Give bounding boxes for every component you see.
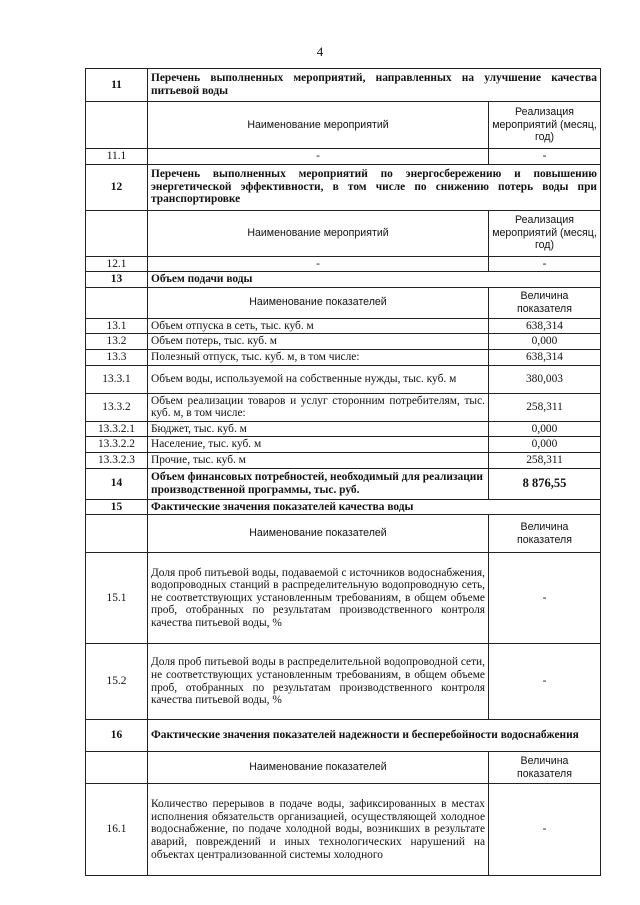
row-number: 15.2	[86, 644, 148, 720]
section-title: Фактические значения показателей надежности и бесперебойности водоснабжения	[148, 720, 601, 752]
row-number: 11.1	[86, 149, 148, 165]
section-13-header	[86, 272, 601, 288]
column-header-name: Наименование показателей	[148, 752, 489, 784]
table-row	[86, 437, 601, 453]
section-title: Фактические значения показателей качества воды	[148, 499, 601, 515]
table-row	[86, 393, 601, 421]
column-header-value: Реализация мероприятий (месяц, год)	[489, 210, 601, 256]
row-value: 638,314	[489, 318, 601, 334]
table-row	[86, 256, 601, 272]
row-number: 13.3.2.2	[86, 437, 148, 453]
column-header-name: Наименование мероприятий	[148, 210, 489, 256]
page-number: 4	[316, 44, 324, 59]
column-header-value: Величина показателя	[489, 752, 601, 784]
column-header-name: Наименование мероприятий	[148, 102, 489, 149]
section-number: 13	[86, 272, 148, 288]
table-row	[86, 149, 601, 165]
row-value: 0,000	[489, 437, 601, 453]
section-number: 12	[86, 164, 148, 210]
row-number: 16.1	[86, 784, 148, 876]
row-number: 15.1	[86, 553, 148, 644]
row-value: -	[489, 553, 601, 644]
row-value: 638,314	[489, 349, 601, 365]
row-name: Доля проб питьевой воды в распределительной водопроводной сети, не соответствующих установленным требованиям, в общем объеме проб, отобранных по результатам производственного контроля качества питьевой воды, %	[148, 644, 489, 720]
row-name: Объем потерь, тыс. куб. м	[148, 334, 489, 350]
row-name: -	[148, 256, 489, 272]
table-row	[86, 365, 601, 393]
row-name: Бюджет, тыс. куб. м	[148, 421, 489, 437]
table-row	[86, 784, 601, 876]
row-name: Объем воды, используемой на собственные нужды, тыс. куб. м	[148, 365, 489, 393]
section-number: 15	[86, 499, 148, 515]
row-value: 380,003	[489, 365, 601, 393]
table-row	[86, 334, 601, 350]
section-15-header	[86, 499, 601, 515]
section-14-header	[86, 468, 601, 499]
row-name: Прочие, тыс. куб. м	[148, 452, 489, 468]
section-16-header	[86, 720, 601, 752]
table-row	[86, 318, 601, 334]
row-value: -	[489, 149, 601, 165]
section-title: Перечень выполненных мероприятий, направленных на улучшение качества питьевой воды	[148, 69, 601, 102]
row-number: 13.3.2.3	[86, 452, 148, 468]
row-number: 13.2	[86, 334, 148, 350]
column-header-value: Реализация мероприятий (месяц, год)	[489, 102, 601, 149]
row-name: -	[148, 149, 489, 165]
column-header-value: Величина показателя	[489, 515, 601, 553]
row-number: 13.3.2	[86, 393, 148, 421]
section-11-columns	[86, 102, 601, 149]
table-row	[86, 349, 601, 365]
row-name: Доля проб питьевой воды, подаваемой с источников водоснабжения, водопроводных станций в распределительную водопроводную сеть, не соответствующих установленным требованиям, в общем объеме проб, отобранных по результатам производственного контроля качества питьевой воды, %	[148, 553, 489, 644]
section-number: 11	[86, 69, 148, 102]
section-number: 16	[86, 720, 148, 752]
row-value: 258,311	[489, 393, 601, 421]
row-name: Полезный отпуск, тыс. куб. м, в том числе:	[148, 349, 489, 365]
section-title: Объем финансовых потребностей, необходимый для реализации производственной программы, тыс. руб.	[148, 468, 489, 499]
report-table	[85, 68, 601, 876]
table-row	[86, 421, 601, 437]
row-name: Население, тыс. куб. м	[148, 437, 489, 453]
financial-value: 8 876,55	[489, 468, 601, 499]
row-number: 13.3.1	[86, 365, 148, 393]
row-value: -	[489, 784, 601, 876]
column-header-name: Наименование показателей	[148, 515, 489, 553]
section-16-columns	[86, 752, 601, 784]
row-number: 12.1	[86, 256, 148, 272]
section-13-columns	[86, 287, 601, 318]
table-row	[86, 644, 601, 720]
section-title: Объем подачи воды	[148, 272, 601, 288]
row-value: 0,000	[489, 334, 601, 350]
table-row	[86, 452, 601, 468]
row-value: 258,311	[489, 452, 601, 468]
section-15-columns	[86, 515, 601, 553]
section-title: Перечень выполненных мероприятий по энергосбережению и повышению энергетической эффективности, в том числе по снижению потерь воды при транспортировке	[148, 164, 601, 210]
row-number: 13.1	[86, 318, 148, 334]
section-12-header	[86, 164, 601, 210]
row-value: -	[489, 644, 601, 720]
section-number: 14	[86, 468, 148, 499]
table-row	[86, 553, 601, 644]
row-name: Объем отпуска в сеть, тыс. куб. м	[148, 318, 489, 334]
column-header-value: Величина показателя	[489, 287, 601, 318]
section-12-columns	[86, 210, 601, 256]
column-header-name: Наименование показателей	[148, 287, 489, 318]
row-name: Объем реализации товаров и услуг сторонним потребителям, тыс. куб. м, в том числе:	[148, 393, 489, 421]
row-value: -	[489, 256, 601, 272]
row-value: 0,000	[489, 421, 601, 437]
row-number: 13.3.2.1	[86, 421, 148, 437]
section-11-header	[86, 69, 601, 102]
row-name: Количество перерывов в подаче воды, зафиксированных в местах исполнения обязательств организацией, осуществляющей холодное водоснабжение, по подаче холодной воды, возникших в результате аварий, повреждений и иных технологических нарушений на объектах централизованной системы холодного	[148, 784, 489, 876]
row-number: 13.3	[86, 349, 148, 365]
